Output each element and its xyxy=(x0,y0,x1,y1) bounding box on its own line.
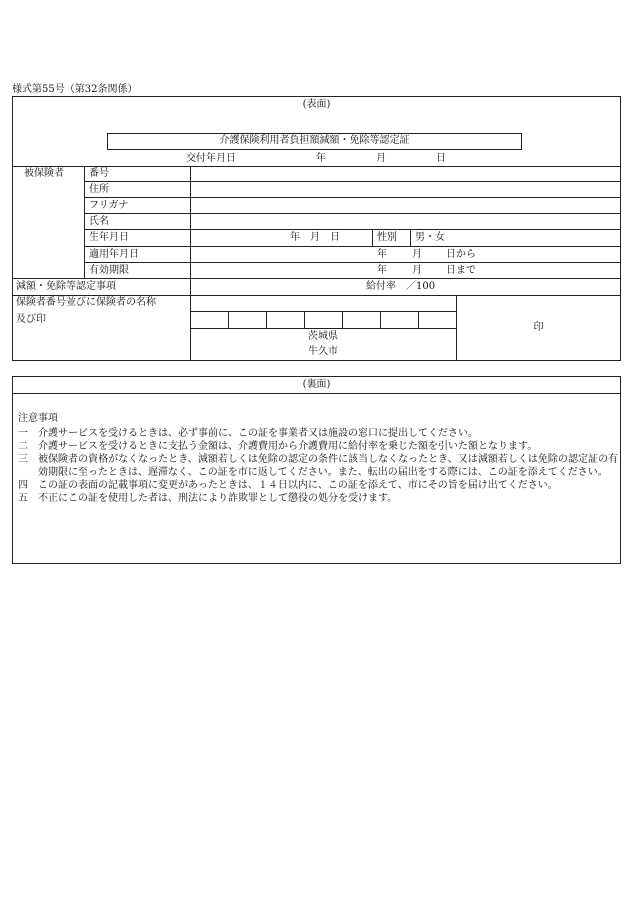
note-item xyxy=(18,427,618,440)
validity-until: 日まで xyxy=(446,265,476,276)
note-item xyxy=(18,479,618,492)
row-label-number: 番号 xyxy=(89,168,109,179)
applicable-month: 月 xyxy=(412,249,422,260)
insurer-city: 牛久市 xyxy=(308,346,338,357)
row-label-applicable-date: 適用年月日 xyxy=(89,249,139,260)
insurer-label-line1: 保険者番号並びに保険者の名称 xyxy=(16,297,156,308)
issue-year: 年 xyxy=(316,153,326,164)
note-text: 介護サービスを受けるときに支払う金額は、介護費用から介護費用に給付率を乗じた額を引いた額となります。 xyxy=(38,441,538,452)
applicable-from: 日から xyxy=(446,249,476,260)
note-number: 四 xyxy=(18,480,28,491)
validity-year: 年 xyxy=(377,265,387,276)
insurer-prefecture: 茨城県 xyxy=(308,331,338,342)
reduction-exemption-label: 減額・免除等認定事項 xyxy=(16,281,116,292)
issue-month: 月 xyxy=(376,153,386,164)
row-label-birth-date: 生年月日 xyxy=(89,232,129,243)
form-label: 様式第55号（第32条関係） xyxy=(12,84,138,95)
sex-options: 男・女 xyxy=(415,232,445,243)
note-text: 被保険者の資格がなくなったとき、減額若しくは免除の認定の条件に該当しなくなったとき、又は減額若しくは免除の認定証の有効期限に至ったときは、遅滞なく、この証を市に返してください。また、転出の届出をする際には、この証を添えてください。 xyxy=(38,454,618,478)
row-label-validity: 有効期限 xyxy=(89,265,129,276)
applicable-year: 年 xyxy=(377,249,387,260)
seal-mark: 印 xyxy=(533,322,544,333)
issue-date-label: 交付年月日 xyxy=(186,153,236,164)
issue-day: 日 xyxy=(436,153,446,164)
notes-section xyxy=(18,412,618,505)
note-item xyxy=(18,440,618,453)
validity-month: 月 xyxy=(412,265,422,276)
row-label-furigana: フリガナ xyxy=(89,200,129,211)
insurer-label-line2: 及び印 xyxy=(16,314,46,325)
note-text: 介護サービスを受けるときは、必ず事前に、この証を事業者又は施設の窓口に提出してください。 xyxy=(38,428,478,439)
front-side-label: (表面) xyxy=(302,99,331,110)
note-text: この証の表面の記載事項に変更があったときは、１４日以内に、この証を添えて、市にその旨を届け出てください。 xyxy=(38,480,558,491)
note-number: 二 xyxy=(18,441,28,452)
insured-person-label: 被保険者 xyxy=(24,168,64,179)
note-item xyxy=(18,492,618,505)
birth-date-ymd: 年 月 日 xyxy=(290,232,340,243)
note-number: 一 xyxy=(18,428,28,439)
sex-label: 性別 xyxy=(377,232,397,243)
notes-title: 注意事項 xyxy=(18,413,58,424)
back-side-label: (裏面) xyxy=(302,379,331,390)
note-item xyxy=(18,453,618,479)
row-label-address: 住所 xyxy=(89,184,109,195)
note-text: 不正にこの証を使用した者は、刑法により詐欺罪として懲役の処分を受けます。 xyxy=(38,493,398,504)
note-number: 五 xyxy=(18,493,28,504)
certificate-title: 介護保険利用者負担額減額・免除等認定証 xyxy=(219,135,410,146)
note-number: 三 xyxy=(18,454,28,465)
row-label-name: 氏名 xyxy=(89,216,109,227)
benefit-rate: 給付率 ／100 xyxy=(366,281,436,292)
